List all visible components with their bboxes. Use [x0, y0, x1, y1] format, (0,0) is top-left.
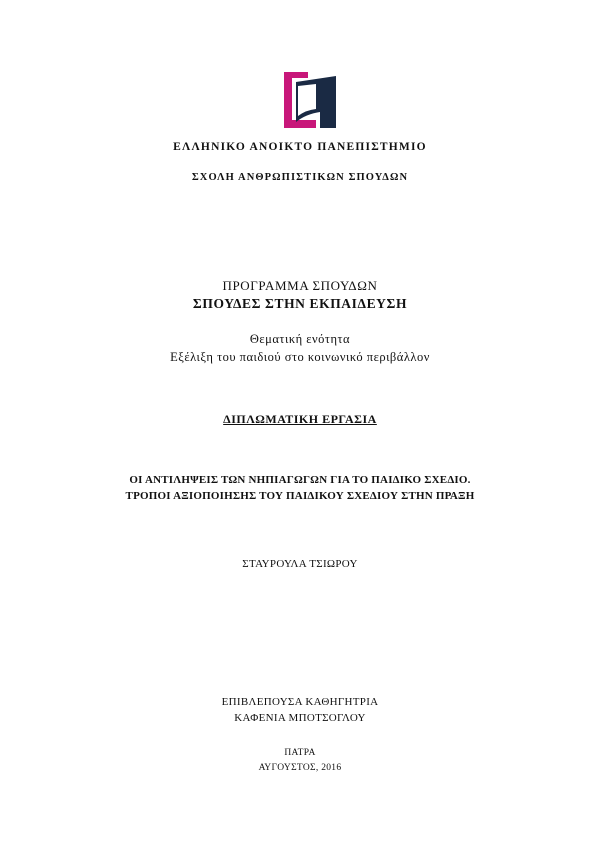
thesis-type: ΔΙΠΛΩΜΑΤΙΚΗ ΕΡΓΑΣΙΑ — [223, 412, 377, 426]
thesis-title-line1: ΟΙ ΑΝΤΙΛΗΨΕΙΣ ΤΩΝ ΝΗΠΙΑΓΩΓΩΝ ΓΙΑ ΤΟ ΠΑΙΔΙΚΟ ΣΧΕΔΙΟ. — [129, 474, 471, 486]
university-logo-icon — [284, 72, 338, 128]
supervisor-name: ΚΑΦΕΝΙΑ ΜΠΟΤΣΟΓΛΟΥ — [234, 712, 366, 724]
school-name: ΣΧΟΛΗ ΑΝΘΡΩΠΙΣΤΙΚΩΝ ΣΠΟΥΔΩΝ — [191, 172, 409, 183]
program-label: ΠΡΟΓΡΑΜΜΑ ΣΠΟΥΔΩΝ — [222, 278, 378, 293]
city: ΠΑΤΡΑ — [284, 748, 316, 758]
thematic-unit-title: Εξέλιξη του παιδιού στο κοινωνικό περιβάλλον — [170, 350, 430, 364]
date: ΑΥΓΟΥΣΤΟΣ, 2016 — [258, 763, 342, 773]
thematic-unit-label: Θεματική ενότητα — [249, 332, 351, 346]
university-name: ΕΛΛΗΝΙΚΟ ΑΝΟΙΚΤΟ ΠΑΝΕΠΙΣΤΗΜΙΟ — [173, 141, 427, 153]
supervisor-label: ΕΠΙΒΛΕΠΟΥΣΑ ΚΑΘΗΓΗΤΡΙΑ — [221, 696, 379, 708]
thesis-title-line2: ΤΡΟΠΟΙ ΑΞΙΟΠΟΙΗΣΗΣ ΤΟΥ ΠΑΙΔΙΚΟΥ ΣΧΕΔΙΟΥ ΣΤΗΝ ΠΡΑΞΗ — [125, 490, 475, 502]
author-name: ΣΤΑΥΡΟΥΛΑ ΤΣΙΩΡΟΥ — [242, 558, 358, 570]
program-name: ΣΠΟΥΔΕΣ ΣΤΗΝ ΕΚΠΑΙΔΕΥΣΗ — [192, 296, 408, 311]
